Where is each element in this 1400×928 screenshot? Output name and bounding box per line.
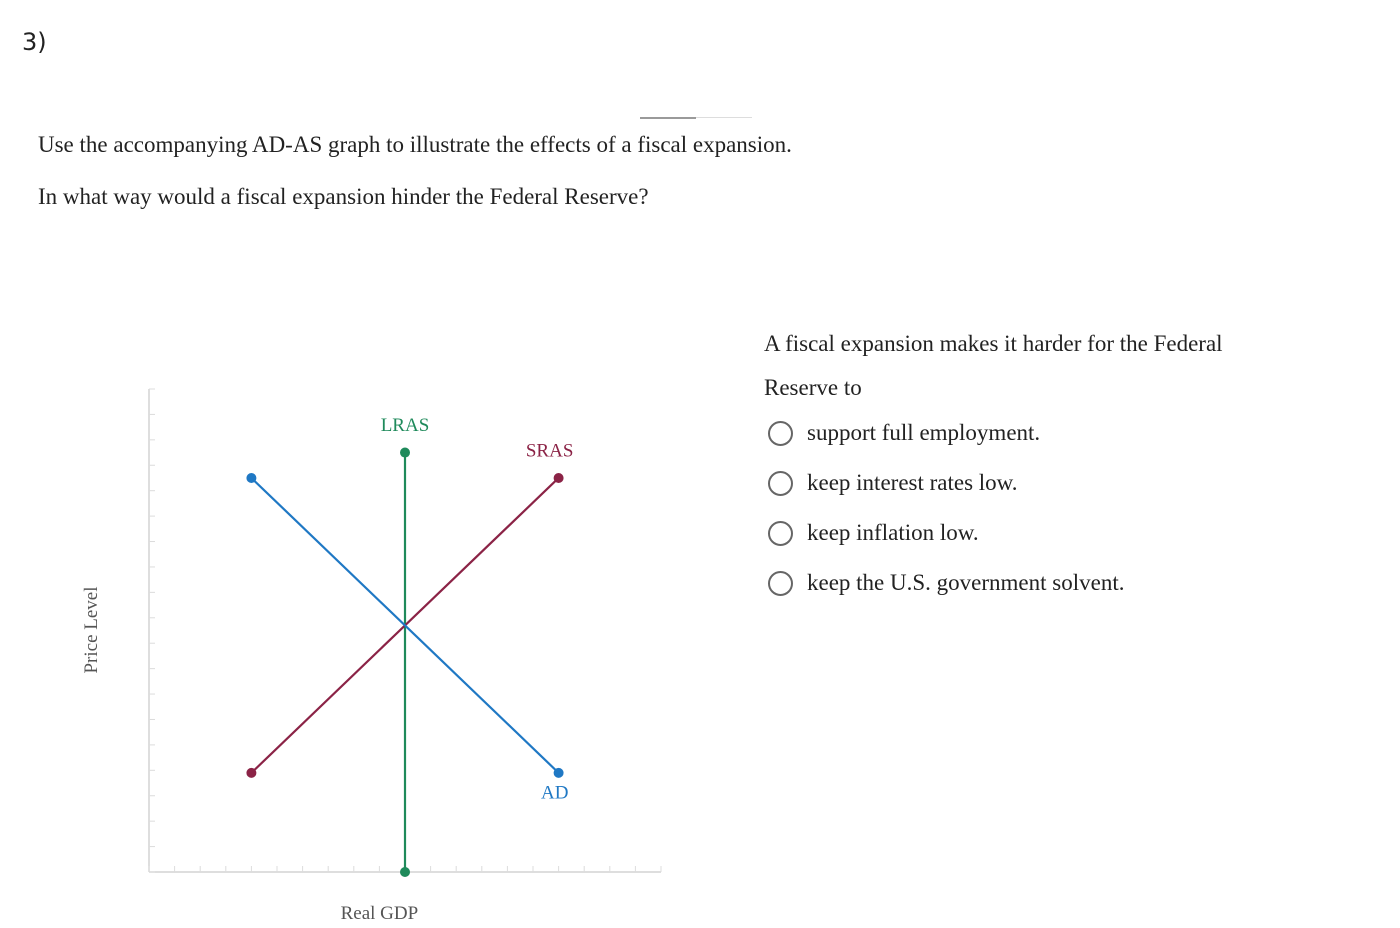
option-interest-rates-low[interactable] <box>768 458 1124 508</box>
question-stem <box>764 322 1324 410</box>
x-axis-label: Real GDP <box>340 903 419 924</box>
option-label: keep the U.S. government solvent. <box>807 570 1125 595</box>
option-label: keep interest rates low. <box>807 470 1018 495</box>
ad-label: AD <box>541 782 569 804</box>
option-label: support full employment. <box>807 420 1041 445</box>
radio-button[interactable] <box>768 421 793 446</box>
sras-label: SRAS <box>525 440 574 462</box>
radio-button[interactable] <box>768 571 793 596</box>
radio-button[interactable] <box>768 471 793 496</box>
y-axis-label: Price Level <box>81 586 102 674</box>
question-stem-line-1: A fiscal expansion makes it harder for the Federal <box>764 331 1223 356</box>
prompt-line-1: Use the accompanying AD-AS graph to illustrate the effects of a fiscal expansion. <box>38 132 792 157</box>
lras-handle-point <box>400 448 410 458</box>
lras-handle-point <box>400 867 410 877</box>
answer-options <box>768 408 1124 608</box>
option-full-employment[interactable] <box>768 408 1124 458</box>
question-stem-line-2: Reserve to <box>764 375 862 400</box>
option-inflation-low[interactable] <box>768 508 1124 558</box>
lras-label: LRAS <box>380 414 430 436</box>
ad-handle-point <box>554 768 564 778</box>
sras-handle-point <box>554 473 564 483</box>
sras-handle-point <box>246 768 256 778</box>
ad-handle-point <box>246 473 256 483</box>
question-number: 3) <box>22 28 47 56</box>
radio-button[interactable] <box>768 521 793 546</box>
prompt-line-2: In what way would a fiscal expansion hinder the Federal Reserve? <box>38 184 649 209</box>
option-label: keep inflation low. <box>807 520 979 545</box>
option-government-solvent[interactable] <box>768 558 1124 608</box>
